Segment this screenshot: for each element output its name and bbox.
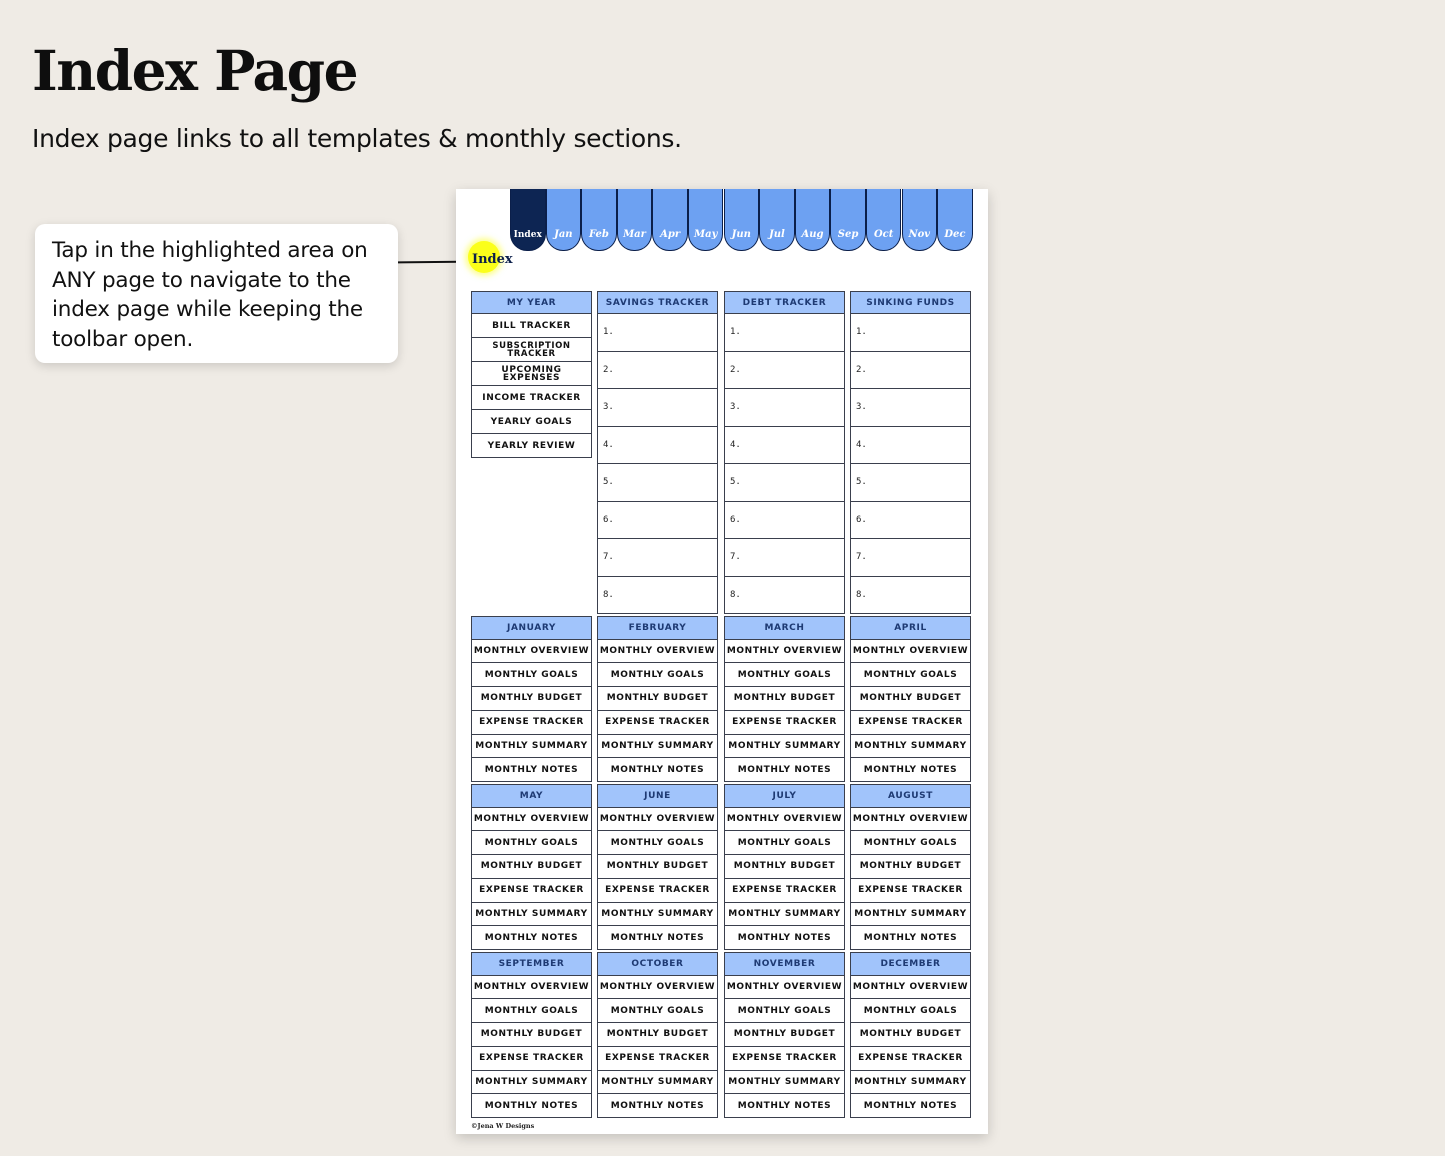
tab-sep[interactable]: Sep xyxy=(830,189,866,251)
month-link-monthly-goals[interactable]: MONTHLY GOALS xyxy=(850,831,971,855)
month-link-monthly-summary[interactable]: MONTHLY SUMMARY xyxy=(724,1071,845,1095)
month-link-monthly-summary[interactable]: MONTHLY SUMMARY xyxy=(850,1071,971,1095)
my-year-header: MY YEAR xyxy=(471,291,592,314)
month-link-monthly-budget[interactable]: MONTHLY BUDGET xyxy=(724,687,845,711)
list-entry-field[interactable]: 4. xyxy=(850,427,971,465)
list-entry-field[interactable]: 6. xyxy=(724,502,845,540)
my-year-link-bill-tracker[interactable]: BILL TRACKER xyxy=(471,314,592,338)
month-header[interactable]: APRIL xyxy=(850,616,971,640)
month-link-monthly-goals[interactable]: MONTHLY GOALS xyxy=(597,663,718,687)
list-entry-field[interactable]: 6. xyxy=(597,502,718,540)
month-link-monthly-notes[interactable]: MONTHLY NOTES xyxy=(597,758,718,782)
month-link-monthly-notes[interactable]: MONTHLY NOTES xyxy=(724,758,845,782)
list-entry-field[interactable]: 1. xyxy=(597,314,718,352)
month-link-monthly-budget[interactable]: MONTHLY BUDGET xyxy=(597,1023,718,1047)
month-link-monthly-overview[interactable]: MONTHLY OVERVIEW xyxy=(597,976,718,1000)
list-entry-field[interactable]: 2. xyxy=(850,352,971,390)
planner-index-page xyxy=(456,189,988,1134)
month-link-expense-tracker[interactable]: EXPENSE TRACKER xyxy=(597,1047,718,1071)
month-section-july xyxy=(724,784,845,950)
list-entry-field[interactable]: 3. xyxy=(597,389,718,427)
month-link-monthly-overview[interactable]: MONTHLY OVERVIEW xyxy=(724,976,845,1000)
month-link-expense-tracker[interactable]: EXPENSE TRACKER xyxy=(724,879,845,903)
month-link-monthly-overview[interactable]: MONTHLY OVERVIEW xyxy=(724,808,845,832)
month-link-monthly-goals[interactable]: MONTHLY GOALS xyxy=(471,831,592,855)
index-link[interactable]: Index xyxy=(472,252,513,267)
month-link-monthly-overview[interactable]: MONTHLY OVERVIEW xyxy=(471,808,592,832)
tab-mar[interactable]: Mar xyxy=(617,189,653,251)
month-link-monthly-overview[interactable]: MONTHLY OVERVIEW xyxy=(471,976,592,1000)
tab-may[interactable]: May xyxy=(688,189,724,251)
month-section-june xyxy=(597,784,718,950)
list-header: SAVINGS TRACKER xyxy=(597,291,718,314)
month-link-monthly-goals[interactable]: MONTHLY GOALS xyxy=(850,663,971,687)
month-tab-bar xyxy=(510,189,973,251)
month-header[interactable]: MARCH xyxy=(724,616,845,640)
month-link-monthly-notes[interactable]: MONTHLY NOTES xyxy=(724,1094,845,1118)
month-link-monthly-budget[interactable]: MONTHLY BUDGET xyxy=(597,855,718,879)
list-entry-field[interactable]: 5. xyxy=(724,464,845,502)
month-link-monthly-goals[interactable]: MONTHLY GOALS xyxy=(850,999,971,1023)
month-header[interactable]: JULY xyxy=(724,784,845,808)
month-link-monthly-goals[interactable]: MONTHLY GOALS xyxy=(597,831,718,855)
list-entry-field[interactable]: 4. xyxy=(724,427,845,465)
tab-feb[interactable]: Feb xyxy=(581,189,617,251)
month-link-monthly-overview[interactable]: MONTHLY OVERVIEW xyxy=(850,808,971,832)
my-year-link-yearly-goals[interactable]: YEARLY GOALS xyxy=(471,410,592,434)
month-link-monthly-notes[interactable]: MONTHLY NOTES xyxy=(471,1094,592,1118)
list-entry-field[interactable]: 6. xyxy=(850,502,971,540)
month-link-expense-tracker[interactable]: EXPENSE TRACKER xyxy=(850,711,971,735)
month-link-monthly-summary[interactable]: MONTHLY SUMMARY xyxy=(850,903,971,927)
month-link-monthly-summary[interactable]: MONTHLY SUMMARY xyxy=(597,903,718,927)
tab-aug[interactable]: Aug xyxy=(795,189,831,251)
list-header: DEBT TRACKER xyxy=(724,291,845,314)
month-link-monthly-summary[interactable]: MONTHLY SUMMARY xyxy=(597,735,718,759)
tab-jan[interactable]: Jan xyxy=(546,189,582,251)
month-link-expense-tracker[interactable]: EXPENSE TRACKER xyxy=(850,1047,971,1071)
tab-jul[interactable]: Jul xyxy=(759,189,795,251)
month-link-monthly-goals[interactable]: MONTHLY GOALS xyxy=(724,999,845,1023)
month-link-monthly-notes[interactable]: MONTHLY NOTES xyxy=(850,758,971,782)
month-link-monthly-budget[interactable]: MONTHLY BUDGET xyxy=(850,1023,971,1047)
month-section-september xyxy=(471,952,592,1118)
month-link-monthly-budget[interactable]: MONTHLY BUDGET xyxy=(471,855,592,879)
month-header[interactable]: MAY xyxy=(471,784,592,808)
month-link-monthly-summary[interactable]: MONTHLY SUMMARY xyxy=(471,735,592,759)
list-entry-field[interactable]: 8. xyxy=(724,577,845,615)
list-entry-field[interactable]: 4. xyxy=(597,427,718,465)
month-section-january xyxy=(471,616,592,782)
month-link-monthly-notes[interactable]: MONTHLY NOTES xyxy=(471,758,592,782)
month-link-monthly-notes[interactable]: MONTHLY NOTES xyxy=(471,926,592,950)
month-header[interactable]: JUNE xyxy=(597,784,718,808)
month-link-monthly-summary[interactable]: MONTHLY SUMMARY xyxy=(850,735,971,759)
month-link-monthly-notes[interactable]: MONTHLY NOTES xyxy=(724,926,845,950)
page-subtitle: Index page links to all templates & monthly sections. xyxy=(32,124,682,153)
tab-apr[interactable]: Apr xyxy=(652,189,688,251)
month-link-expense-tracker[interactable]: EXPENSE TRACKER xyxy=(724,711,845,735)
month-link-monthly-notes[interactable]: MONTHLY NOTES xyxy=(850,1094,971,1118)
month-link-monthly-overview[interactable]: MONTHLY OVERVIEW xyxy=(597,808,718,832)
list-entry-field[interactable]: 7. xyxy=(724,539,845,577)
month-link-monthly-overview[interactable]: MONTHLY OVERVIEW xyxy=(471,640,592,664)
tab-oct[interactable]: Oct xyxy=(866,189,902,251)
month-header[interactable]: NOVEMBER xyxy=(724,952,845,976)
month-header[interactable]: OCTOBER xyxy=(597,952,718,976)
list-entry-field[interactable]: 3. xyxy=(850,389,971,427)
month-section-march xyxy=(724,616,845,782)
month-link-monthly-summary[interactable]: MONTHLY SUMMARY xyxy=(471,903,592,927)
month-link-monthly-notes[interactable]: MONTHLY NOTES xyxy=(850,926,971,950)
month-header[interactable]: AUGUST xyxy=(850,784,971,808)
month-header[interactable]: SEPTEMBER xyxy=(471,952,592,976)
month-link-monthly-goals[interactable]: MONTHLY GOALS xyxy=(597,999,718,1023)
month-link-monthly-summary[interactable]: MONTHLY SUMMARY xyxy=(471,1071,592,1095)
copyright: ©Jena W Designs xyxy=(471,1122,535,1130)
month-link-monthly-summary[interactable]: MONTHLY SUMMARY xyxy=(597,1071,718,1095)
month-link-expense-tracker[interactable]: EXPENSE TRACKER xyxy=(597,711,718,735)
month-link-monthly-budget[interactable]: MONTHLY BUDGET xyxy=(850,855,971,879)
month-link-monthly-notes[interactable]: MONTHLY NOTES xyxy=(597,1094,718,1118)
list-entry-field[interactable]: 1. xyxy=(850,314,971,352)
month-header[interactable]: JANUARY xyxy=(471,616,592,640)
tab-nov[interactable]: Nov xyxy=(902,189,938,251)
month-section-may xyxy=(471,784,592,950)
month-link-monthly-budget[interactable]: MONTHLY BUDGET xyxy=(724,855,845,879)
month-section-february xyxy=(597,616,718,782)
month-link-monthly-goals[interactable]: MONTHLY GOALS xyxy=(471,999,592,1023)
month-link-monthly-goals[interactable]: MONTHLY GOALS xyxy=(724,663,845,687)
list-entry-field[interactable]: 5. xyxy=(597,464,718,502)
month-section-october xyxy=(597,952,718,1118)
month-section-november xyxy=(724,952,845,1118)
month-link-monthly-overview[interactable]: MONTHLY OVERVIEW xyxy=(597,640,718,664)
list-entry-field[interactable]: 5. xyxy=(850,464,971,502)
month-link-monthly-goals[interactable]: MONTHLY GOALS xyxy=(471,663,592,687)
month-link-monthly-budget[interactable]: MONTHLY BUDGET xyxy=(724,1023,845,1047)
list-entry-field[interactable]: 3. xyxy=(724,389,845,427)
month-header[interactable]: FEBRUARY xyxy=(597,616,718,640)
list-entry-field[interactable]: 8. xyxy=(597,577,718,615)
month-link-monthly-budget[interactable]: MONTHLY BUDGET xyxy=(597,687,718,711)
month-link-monthly-budget[interactable]: MONTHLY BUDGET xyxy=(850,687,971,711)
month-link-expense-tracker[interactable]: EXPENSE TRACKER xyxy=(597,879,718,903)
list-entry-field[interactable]: 7. xyxy=(850,539,971,577)
month-link-monthly-notes[interactable]: MONTHLY NOTES xyxy=(597,926,718,950)
month-link-monthly-goals[interactable]: MONTHLY GOALS xyxy=(724,831,845,855)
month-section-april xyxy=(850,616,971,782)
list-entry-field[interactable]: 2. xyxy=(597,352,718,390)
list-entry-field[interactable]: 1. xyxy=(724,314,845,352)
my-year-link-yearly-review[interactable]: YEARLY REVIEW xyxy=(471,434,592,458)
list-entry-field[interactable]: 2. xyxy=(724,352,845,390)
month-link-monthly-overview[interactable]: MONTHLY OVERVIEW xyxy=(724,640,845,664)
month-link-monthly-overview[interactable]: MONTHLY OVERVIEW xyxy=(850,976,971,1000)
my-year-link-income-tracker[interactable]: INCOME TRACKER xyxy=(471,386,592,410)
list-entry-field[interactable]: 7. xyxy=(597,539,718,577)
tab-jun[interactable]: Jun xyxy=(724,189,760,251)
month-link-expense-tracker[interactable]: EXPENSE TRACKER xyxy=(850,879,971,903)
tab-index[interactable]: Index xyxy=(510,189,546,251)
month-section-december xyxy=(850,952,971,1118)
month-link-monthly-overview[interactable]: MONTHLY OVERVIEW xyxy=(850,640,971,664)
month-link-monthly-budget[interactable]: MONTHLY BUDGET xyxy=(471,1023,592,1047)
month-link-expense-tracker[interactable]: EXPENSE TRACKER xyxy=(471,879,592,903)
month-header[interactable]: DECEMBER xyxy=(850,952,971,976)
month-link-expense-tracker[interactable]: EXPENSE TRACKER xyxy=(724,1047,845,1071)
callout-text: Tap in the highlighted area on ANY page to navigate to the index page while keeping the toolbar open. xyxy=(52,238,368,352)
page-title: Index Page xyxy=(32,38,358,103)
my-year-link-upcoming-expenses[interactable]: UPCOMING EXPENSES xyxy=(471,362,592,386)
month-link-monthly-summary[interactable]: MONTHLY SUMMARY xyxy=(724,903,845,927)
month-section-august xyxy=(850,784,971,950)
month-link-monthly-budget[interactable]: MONTHLY BUDGET xyxy=(471,687,592,711)
month-link-monthly-summary[interactable]: MONTHLY SUMMARY xyxy=(724,735,845,759)
callout-box xyxy=(35,224,398,363)
debt-tracker-section xyxy=(724,291,845,614)
month-link-expense-tracker[interactable]: EXPENSE TRACKER xyxy=(471,1047,592,1071)
tab-dec[interactable]: Dec xyxy=(937,189,973,251)
month-link-expense-tracker[interactable]: EXPENSE TRACKER xyxy=(471,711,592,735)
sinking-funds-section xyxy=(850,291,971,614)
savings-tracker-section xyxy=(597,291,718,614)
list-header: SINKING FUNDS xyxy=(850,291,971,314)
my-year-section xyxy=(471,291,592,458)
my-year-link-subscription-tracker[interactable]: SUBSCRIPTION TRACKER xyxy=(471,338,592,362)
list-entry-field[interactable]: 8. xyxy=(850,577,971,615)
